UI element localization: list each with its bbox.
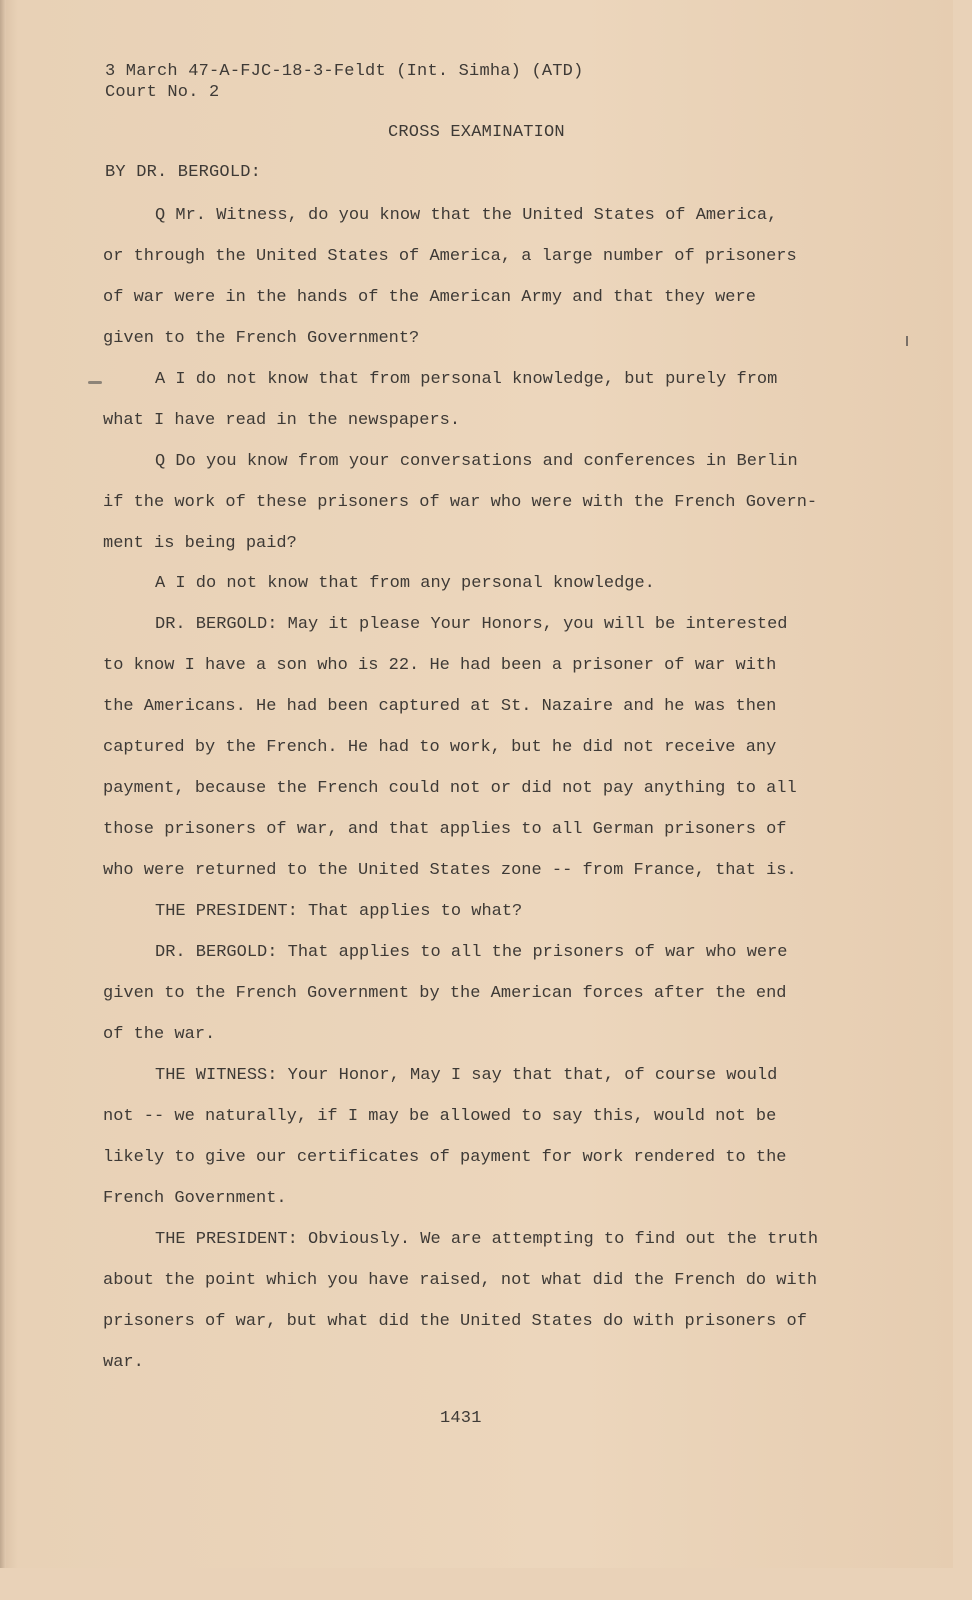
text-line: of the war. bbox=[103, 1025, 216, 1044]
text-line: A I do not know that from personal knowledge, but purely from bbox=[155, 370, 778, 389]
paragraph-witness-statement bbox=[103, 1065, 823, 1229]
text-line: of war were in the hands of the American Army and that they were bbox=[103, 288, 756, 307]
text-line: payment, because the French could not or did not pay anything to all bbox=[103, 779, 797, 798]
paragraph-answer-2 bbox=[103, 573, 823, 614]
text-line: likely to give our certificates of payment for work rendered to the bbox=[103, 1148, 787, 1167]
paragraph-question-2 bbox=[103, 451, 823, 574]
text-line: what I have read in the newspapers. bbox=[103, 411, 461, 430]
text-line: to know I have a son who is 22. He had been a prisoner of war with bbox=[103, 656, 777, 675]
paragraph-question-1 bbox=[103, 205, 823, 369]
text-line: given to the French Government? bbox=[103, 329, 420, 348]
header-court-number: Court No. 2 bbox=[105, 83, 220, 102]
text-line: those prisoners of war, and that applies to all German prisoners of bbox=[103, 820, 787, 839]
text-line: the Americans. He had been captured at St. Nazaire and he was then bbox=[103, 697, 777, 716]
text-line: ment is being paid? bbox=[103, 534, 297, 553]
examiner-heading: BY DR. BERGOLD: bbox=[105, 163, 262, 182]
text-line: who were returned to the United States zone -- from France, that is. bbox=[103, 861, 797, 880]
text-line: given to the French Government by the American forces after the end bbox=[103, 984, 787, 1003]
header-case-reference: 3 March 47-A-FJC-18-3-Feldt (Int. Simha) (ATD) bbox=[105, 62, 584, 81]
text-line: THE WITNESS: Your Honor, May I say that that, of course would bbox=[155, 1066, 778, 1085]
stray-mark bbox=[906, 336, 908, 346]
text-line: or through the United States of America, a large number of prisoners bbox=[103, 247, 797, 266]
paragraph-president-question bbox=[103, 901, 823, 942]
page-edge-shadow bbox=[0, 0, 6, 1568]
paragraph-bergold-statement bbox=[103, 614, 823, 901]
text-line: THE PRESIDENT: That applies to what? bbox=[155, 902, 523, 921]
text-line: French Government. bbox=[103, 1189, 287, 1208]
text-line: THE PRESIDENT: Obviously. We are attempting to find out the truth bbox=[155, 1230, 819, 1249]
paragraph-answer-1 bbox=[103, 369, 823, 451]
text-line: Q Mr. Witness, do you know that the United States of America, bbox=[155, 206, 778, 225]
text-line: DR. BERGOLD: That applies to all the prisoners of war who were bbox=[155, 943, 788, 962]
text-line: about the point which you have raised, not what did the French do with bbox=[103, 1271, 818, 1290]
text-line: war. bbox=[103, 1353, 144, 1372]
text-line: if the work of these prisoners of war who were with the French Govern- bbox=[103, 493, 818, 512]
text-line: not -- we naturally, if I may be allowed to say this, would not be bbox=[103, 1107, 777, 1126]
paragraph-bergold-reply bbox=[103, 942, 823, 1065]
text-line: captured by the French. He had to work, but he did not receive any bbox=[103, 738, 777, 757]
text-line: DR. BERGOLD: May it please Your Honors, you will be interested bbox=[155, 615, 788, 634]
stray-mark bbox=[88, 381, 102, 384]
text-line: Q Do you know from your conversations and conferences in Berlin bbox=[155, 452, 798, 471]
section-title: CROSS EXAMINATION bbox=[388, 123, 565, 142]
text-line: prisoners of war, but what did the United States do with prisoners of bbox=[103, 1312, 807, 1331]
text-line: A I do not know that from any personal knowledge. bbox=[155, 574, 655, 593]
page-number: 1431 bbox=[440, 1409, 482, 1428]
paragraph-president-statement bbox=[103, 1229, 823, 1393]
